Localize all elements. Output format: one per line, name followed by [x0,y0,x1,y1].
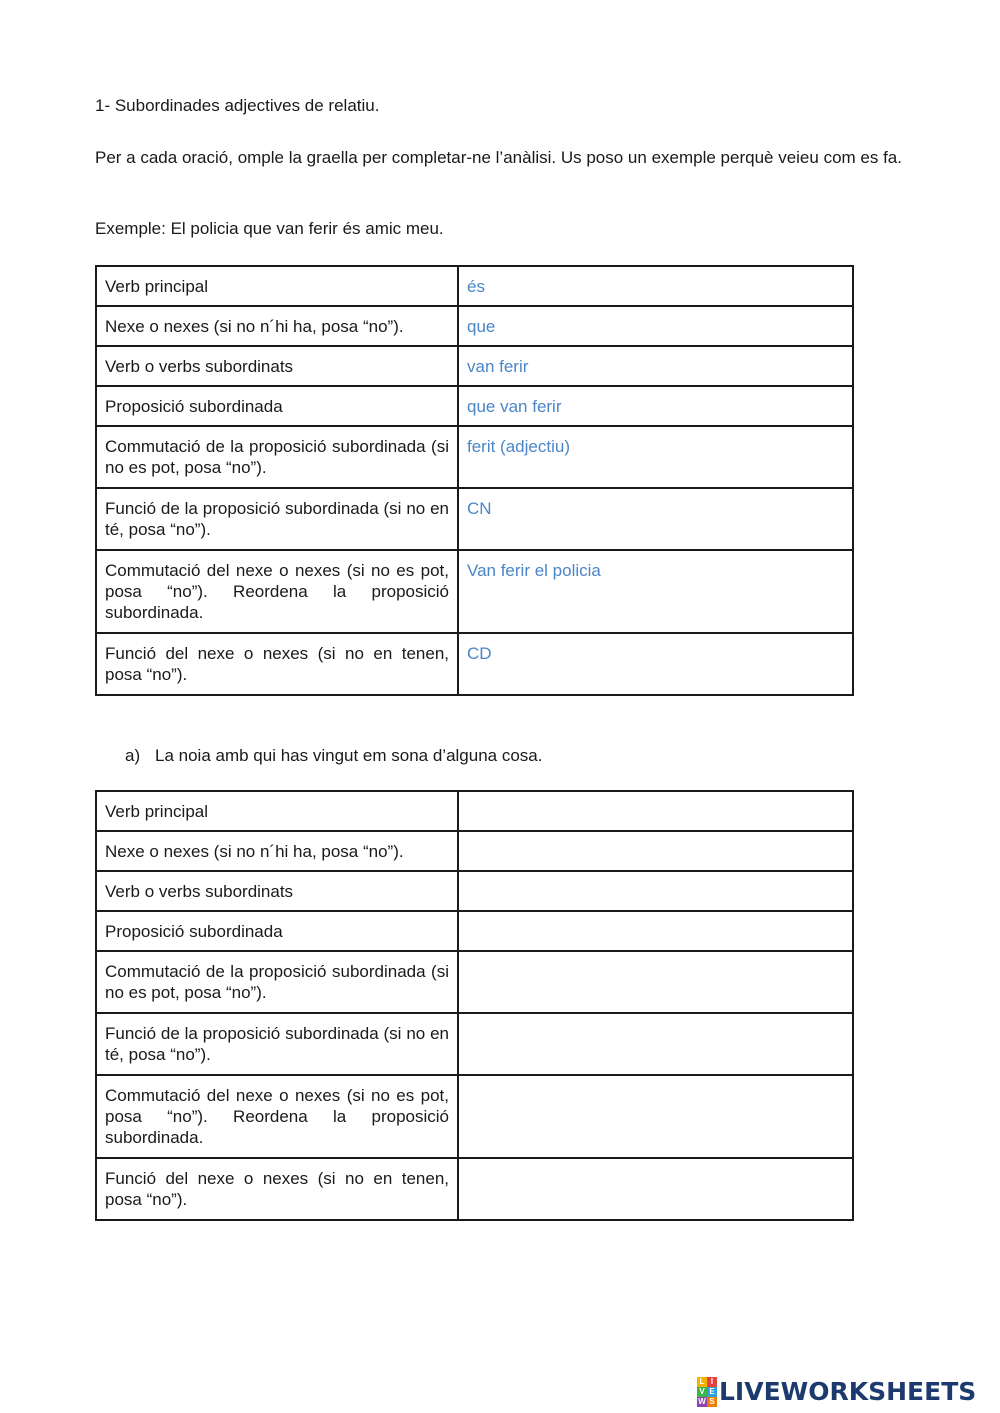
table-row [96,871,853,911]
logo-badge-letter: S [707,1397,717,1407]
table-row [96,1013,853,1075]
answer-field-nexe[interactable] [458,831,853,871]
logo-badge-letter: W [698,1397,706,1406]
row-label-verb-principal: Verb principal [96,791,458,831]
table-row [96,791,853,831]
answer-proposicio-subordinada: que van ferir [458,386,853,426]
page-title: 1- Subordinades adjectives de relatiu. [95,96,380,115]
logo-badge-letter: E [707,1387,717,1397]
answer-field-commutacio-proposicio[interactable] [458,951,853,1013]
answer-field-commutacio-nexe[interactable] [458,1075,853,1158]
logo-badge-letter: I [707,1377,717,1387]
row-label-funcio-nexe: Funció del nexe o nexes (si no en tenen, posa “no”). [96,633,458,695]
table-row [96,488,853,550]
row-label-funcio-proposicio: Funció de la proposició subordinada (si no en té, posa “no”). [96,1013,458,1075]
exercise-sentence-text: La noia amb qui has vingut em sona d’alguna cosa. [155,746,543,765]
answer-field-verbs-subordinats[interactable] [458,871,853,911]
table-row [96,1075,853,1158]
table-row [96,426,853,488]
example-sentence: Exemple: El policia que van ferir és amic meu. [95,219,444,238]
logo-badge-letter: V [697,1387,707,1397]
answer-field-funcio-nexe[interactable] [458,1158,853,1220]
table-row [96,346,853,386]
exercise-analysis-table [95,790,854,1221]
answer-field-proposicio-subordinada[interactable] [458,911,853,951]
list-marker: a) [125,746,141,765]
answer-commutacio-nexe: Van ferir el policia [458,550,853,633]
row-label-commutacio-nexe: Commutació del nexe o nexes (si no es pot, posa “no”). Reordena la proposició subordinada. [96,1075,458,1158]
logo-badge-icon [697,1377,717,1407]
row-label-proposicio-subordinada: Proposició subordinada [96,386,458,426]
row-label-nexe: Nexe o nexes (si no n´hi ha, posa “no”). [96,831,458,871]
answer-funcio-proposicio: CN [458,488,853,550]
table-row [96,633,853,695]
table-row [96,1158,853,1220]
table-row [96,386,853,426]
logo-badge-letter: L [697,1377,707,1387]
answer-verbs-subordinats: van ferir [458,346,853,386]
table-row [96,951,853,1013]
row-label-commutacio-proposicio: Commutació de la proposició subordinada (si no es pot, posa “no”). [96,951,458,1013]
table-row [96,266,853,306]
answer-funcio-nexe: CD [458,633,853,695]
answer-commutacio-proposicio: ferit (adjectiu) [458,426,853,488]
liveworksheets-logo [697,1377,976,1407]
row-label-verbs-subordinats: Verb o verbs subordinats [96,871,458,911]
exercise-a-sentence [125,746,542,766]
table-row [96,911,853,951]
row-label-nexe: Nexe o nexes (si no n´hi ha, posa “no”). [96,306,458,346]
row-label-verb-principal: Verb principal [96,266,458,306]
logo-text: LIVEWORKSHEETS [719,1377,977,1406]
row-label-commutacio-proposicio: Commutació de la proposició subordinada (si no es pot, posa “no”). [96,426,458,488]
example-analysis-table [95,265,854,696]
answer-field-funcio-proposicio[interactable] [458,1013,853,1075]
instructions-text: Per a cada oració, omple la graella per completar-ne l’anàlisi. Us poso un exemple perquè veieu com es fa. [95,148,902,167]
table-row [96,550,853,633]
row-label-commutacio-nexe: Commutació del nexe o nexes (si no es pot, posa “no”). Reordena la proposició subordinada. [96,550,458,633]
table-row [96,831,853,871]
answer-field-verb-principal[interactable] [458,791,853,831]
answer-verb-principal: és [458,266,853,306]
row-label-funcio-nexe: Funció del nexe o nexes (si no en tenen, posa “no”). [96,1158,458,1220]
row-label-funcio-proposicio: Funció de la proposició subordinada (si no en té, posa “no”). [96,488,458,550]
row-label-proposicio-subordinada: Proposició subordinada [96,911,458,951]
answer-nexe: que [458,306,853,346]
table-row [96,306,853,346]
row-label-verbs-subordinats: Verb o verbs subordinats [96,346,458,386]
